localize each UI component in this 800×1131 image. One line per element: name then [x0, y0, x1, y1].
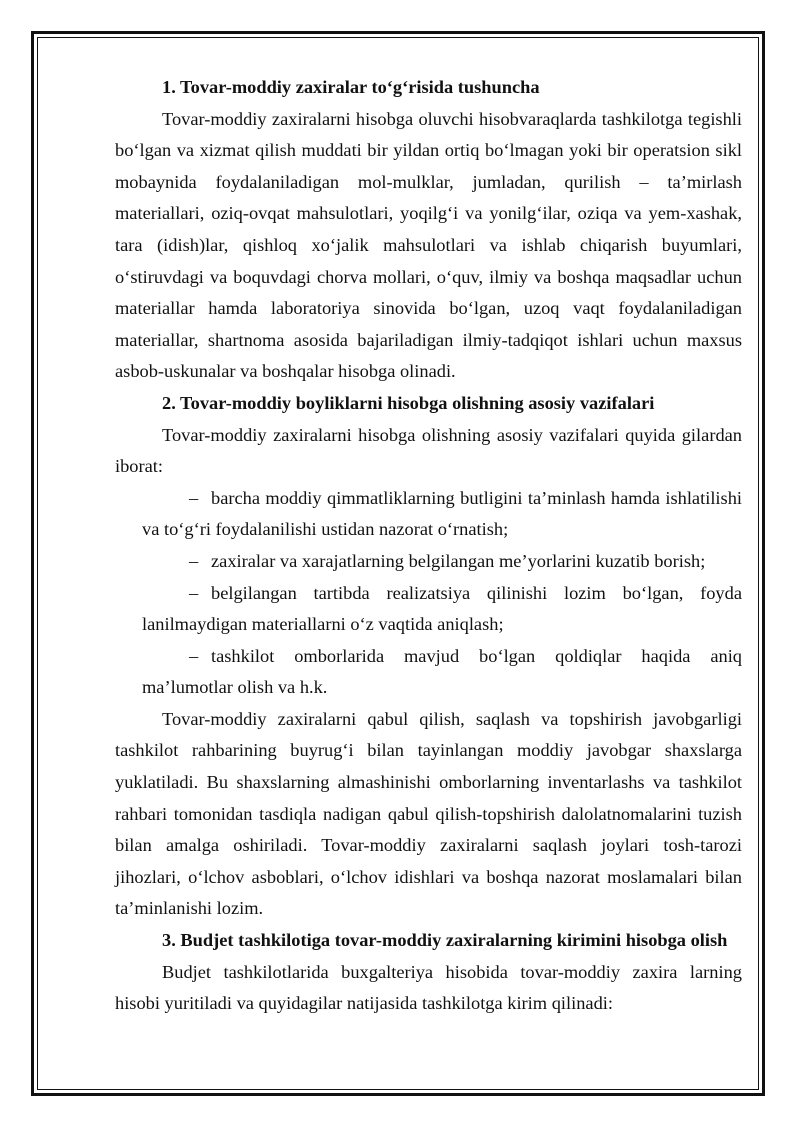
section-3-paragraph: Budjet tashkilotlarida buxgalteriya hisobida tovar-moddiy zaxira larning hisobi yuritiladi va quyidagilar natijasida tashkilotga kirim qilinadi:	[115, 961, 742, 1014]
list-item-text: belgilangan tartibda realizatsiya qilinishi lozim bo‘lgan, foyda lanilmaydigan materiallarni o‘z vaqtida aniqlash;	[142, 582, 742, 635]
document-body	[115, 72, 742, 1020]
list-item	[142, 483, 742, 546]
dash-bullet: –	[189, 645, 199, 666]
section-2-intro: Tovar-moddiy zaxiralarni hisobga olishning asosiy vazifalari quyida gilardan iborat:	[115, 424, 742, 477]
section-3-heading: 3. Budjet tashkilotiga tovar-moddiy zaxiralarning kirimini hisobga olish	[162, 930, 728, 951]
section-1-paragraph: Tovar-moddiy zaxiralarni hisobga oluvchi hisobvaraqlarda tashkilotga tegishli bo‘lgan va xizmat qilish muddati bir yildan ortiq bo‘lmagan yoki bir operatsion sikl mobaynida foydalaniladigan mol-mulklar, jumladan, qurilish – ta’mirlash materiallari, oziq-ovqat mahsulotlari, yoqilg‘i va yonilg‘ilar, oziqa va yem-xashak, tara (idish)lar, qishloq xo‘jalik mahsulotlari va ishlab chiqarish buyumlari, o‘stiruvdagi va boquvdagi chorva mollari, o‘quv, ilmiy va boshqa maqsadlar uchun materiallar hamda laboratoriya sinovida bo‘lgan, uzoq vaqt foydalaniladigan materiallar, shartnoma asosida bajariladigan ilmiy-tadqiqot ishlari uchun maxsus asbob-uskunalar va boshqalar hisobga olinadi.	[115, 108, 742, 382]
list-item-text: tashkilot omborlarida mavjud bo‘lgan qoldiqlar haqida aniq ma’lumotlar olish va h.k.	[142, 645, 742, 698]
list-item	[142, 641, 742, 704]
dash-bullet: –	[189, 487, 199, 508]
section-2-paragraph: Tovar-moddiy zaxiralarni qabul qilish, saqlash va topshirish javobgarligi tashkilot rahbarining buyrug‘i bilan tayinlangan moddiy javobgar shaxslarga yuklatiladi. Bu shaxslarning almashinishi omborlarning inventarlashs va tashkilot rahbari tomonidan tasdiqla nadigan qabul qilish-topshirish dalolatnomalarini tuzish bilan amalga oshiriladi. Tovar-moddiy zaxiralarni saqlash joylari tosh-tarozi jihozlari, o‘lchov asboblari, o‘lchov idishlari va boshqa nazorat moslamalari bilan ta’minlanishi lozim.	[115, 708, 742, 919]
list-item	[142, 578, 742, 641]
dash-bullet: –	[189, 550, 199, 571]
section-2-heading: 2. Tovar-moddiy boyliklarni hisobga olishning asosiy vazifalari	[162, 392, 655, 413]
section-1-heading: 1. Tovar-moddiy zaxiralar to‘g‘risida tushuncha	[162, 77, 540, 97]
dash-bullet: –	[189, 582, 199, 603]
list-item-text: zaxiralar va xarajatlarning belgilangan me’yorlarini kuzatib borish;	[211, 550, 706, 571]
list-item	[142, 546, 742, 578]
list-item-text: barcha moddiy qimmatliklarning butligini ta’minlash hamda ishlatilishi va to‘g‘ri foydalanilishi ustidan nazorat o‘rnatish;	[142, 487, 742, 540]
